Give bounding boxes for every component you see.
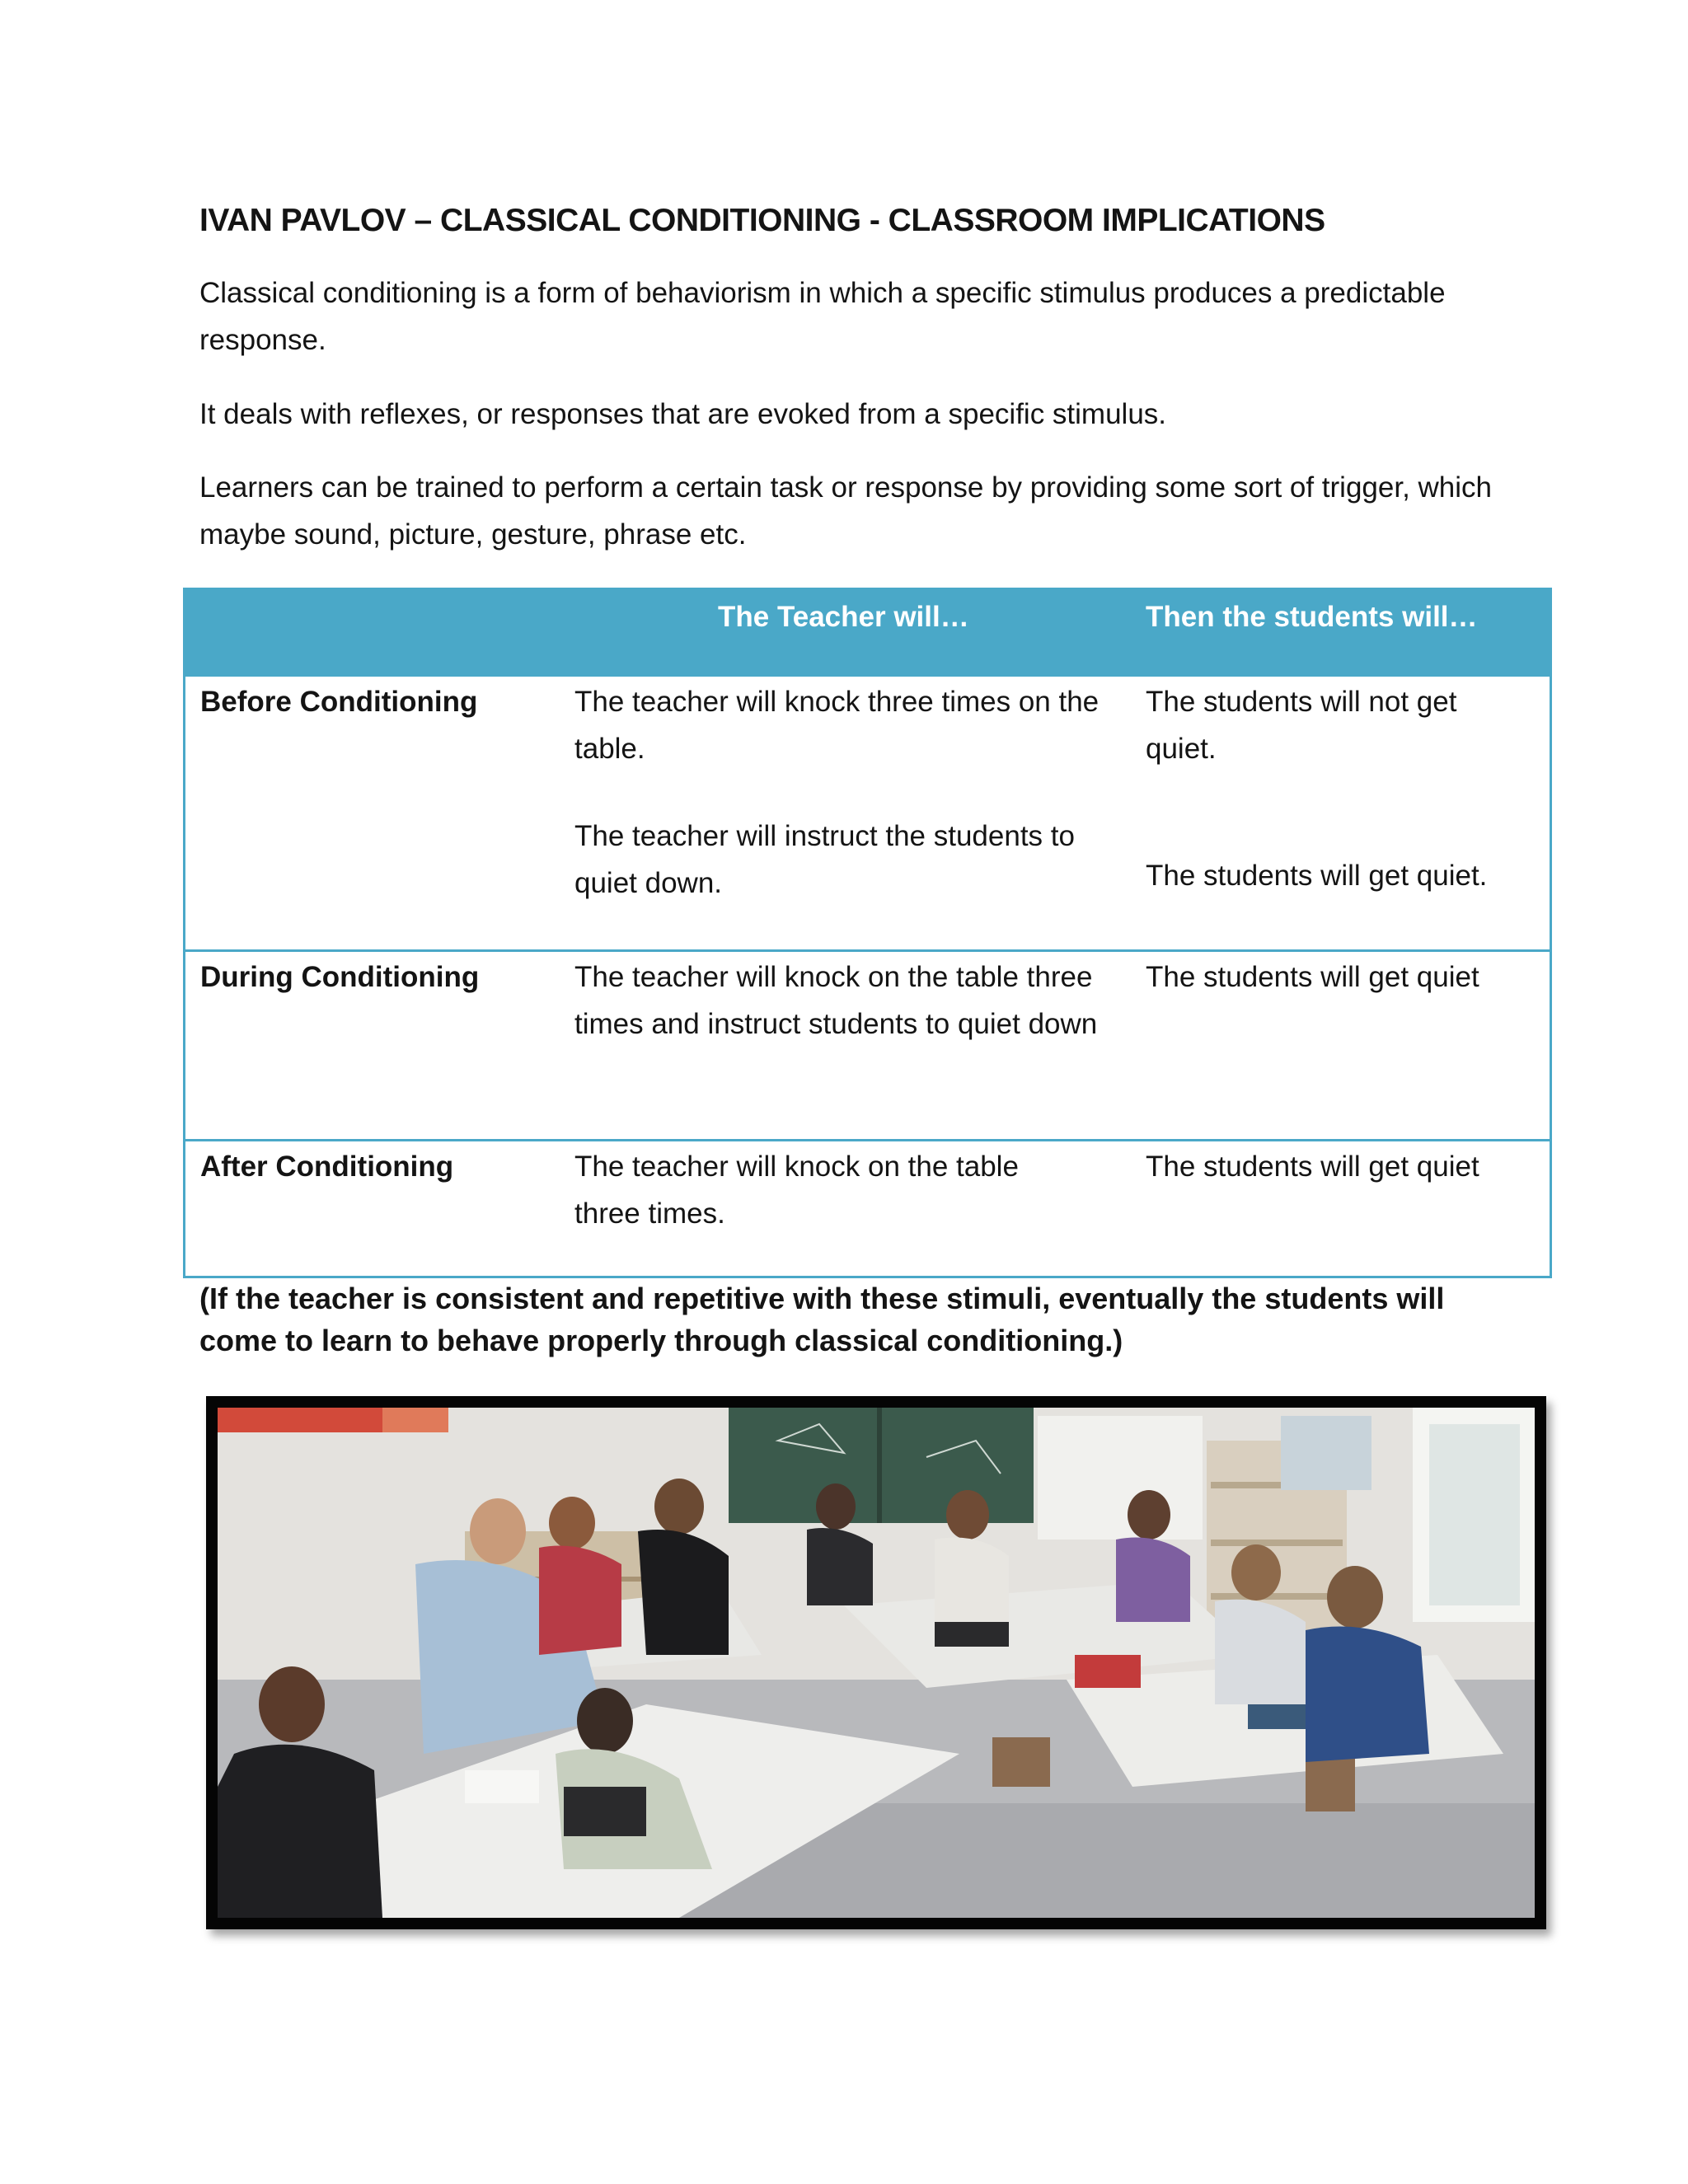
during-students: The students will get quiet: [1146, 961, 1479, 993]
before-students-1: The students will not get quiet.: [1146, 686, 1457, 765]
before-teacher-1: The teacher will knock three times on the table.: [574, 686, 1100, 765]
before-teacher-2: The teacher will instruct the students to quiet down.: [574, 820, 1075, 899]
header-students: Then the students will…: [1146, 601, 1478, 633]
after-teacher: The teacher will knock on the table three times.: [574, 1151, 1019, 1230]
table-header-row: [185, 590, 1550, 677]
page-title: IVAN PAVLOV – CLASSICAL CONDITIONING - CLASSROOM IMPLICATIONS: [199, 203, 1325, 238]
during-teacher: The teacher will knock on the table three times and instruct students to quiet down: [574, 961, 1098, 1040]
conclusion-note: (If the teacher is consistent and repetitive with these stimuli, eventually the students will come to learn to behave properly through classical conditioning.): [199, 1282, 1445, 1357]
row-label-during: During Conditioning: [200, 961, 480, 993]
paragraph-reflexes: It deals with reflexes, or responses that are evoked from a specific stimulus.: [199, 398, 1167, 430]
paragraph-learners: Learners can be trained to perform a certain task or response by providing some sort of trigger, which maybe sound, picture, gesture, phrase etc.: [199, 471, 1493, 551]
after-students: The students will get quiet: [1146, 1151, 1479, 1183]
header-teacher: The Teacher will…: [718, 601, 969, 633]
row-divider: [185, 949, 1550, 952]
row-label-before: Before Conditioning: [200, 686, 478, 718]
classroom-photo-image: [218, 1408, 1535, 1918]
paragraph-definition: Classical conditioning is a form of behaviorism in which a specific stimulus produces a predictable response.: [199, 277, 1446, 356]
row-label-after: After Conditioning: [200, 1151, 454, 1183]
row-divider: [185, 1139, 1550, 1141]
before-students-2: The students will get quiet.: [1146, 860, 1488, 892]
classroom-photo: [206, 1396, 1546, 1929]
conditioning-table: [183, 588, 1552, 1278]
